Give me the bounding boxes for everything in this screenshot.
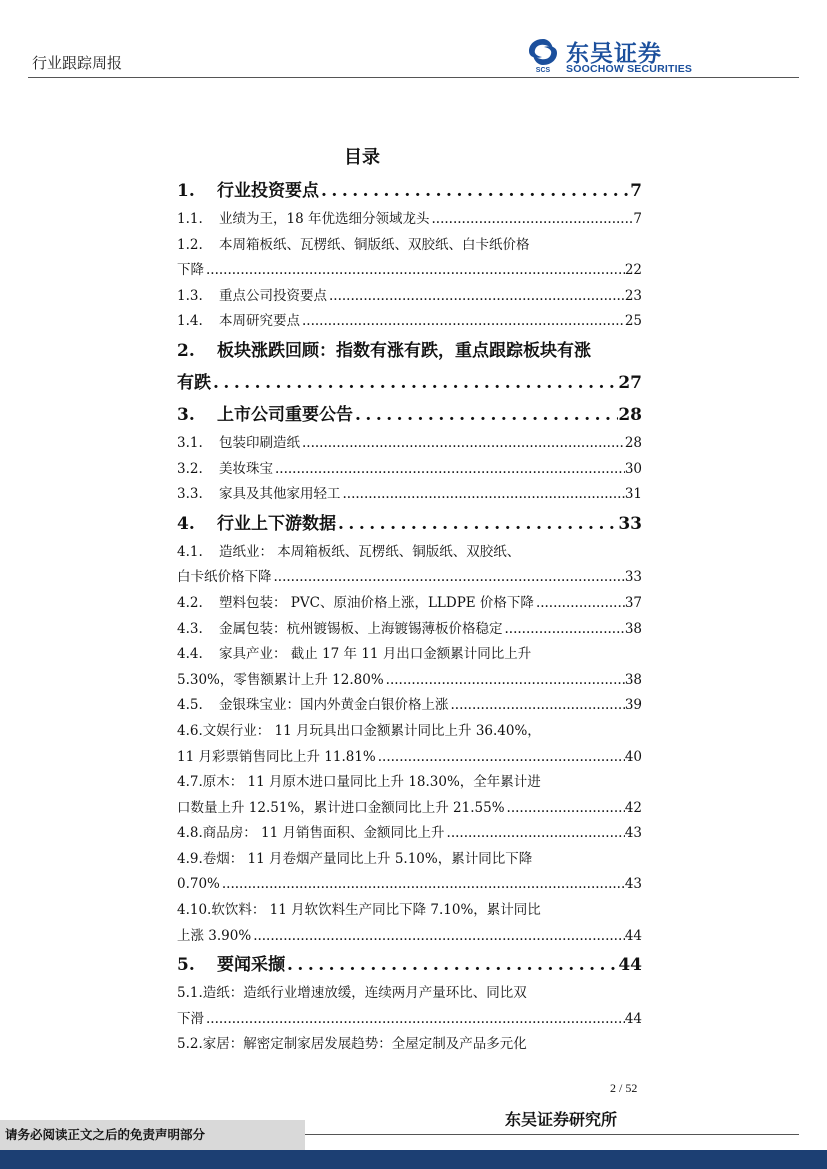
toc-entry-number: 1.4. [177,313,203,330]
toc-entry-text: 卷烟： 11 月卷烟产量同比上升 5.10%，累计同比下降 [202,850,533,867]
toc-entry[interactable] [177,898,642,949]
toc-dot-leader [285,949,618,981]
table-of-contents [177,175,642,1058]
toc-dot-leader [503,617,625,643]
toc-entry-page: 38 [624,620,642,637]
toc-entry-page: 25 [624,313,642,330]
toc-entry-text: 造纸业： 本周箱板纸、瓦楞纸、铜版纸、双胶纸、 [219,543,521,560]
toc-entry[interactable] [177,617,642,643]
toc-entry-line [177,175,642,207]
toc-entry-line [177,207,642,233]
toc-entry[interactable] [177,540,642,591]
toc-entry-page: 30 [624,460,642,477]
toc-entry-text: 口数量上升 12.51%，累计进口金额同比上升 21.55% [177,799,505,816]
toc-entry-number: 3.1. [177,434,203,451]
footer-institute: 东吴证券研究所 [505,1110,618,1129]
toc-dot-leader [300,309,625,335]
toc-entry[interactable] [177,981,642,1032]
toc-entry-line [177,719,642,745]
toc-entry-number: 4.4. [177,646,203,663]
toc-dot-leader [445,821,625,847]
toc-entry-number: 4.7. [177,774,203,791]
toc-entry-number: 4.8. [177,825,203,842]
logo-mark-text: SCS [535,67,551,73]
toc-entry-line [177,693,642,719]
toc-entry-line [177,898,642,924]
toc-entry-number: 4.5. [177,697,203,714]
toc-entry[interactable] [177,508,642,540]
toc-entry-page: 27 [618,372,642,393]
toc-entry[interactable] [177,457,642,483]
toc-entry-text: 下降 [177,262,204,279]
footer-bar [0,1150,827,1169]
toc-entry-number: 2. [177,340,195,361]
toc-dot-leader [211,367,618,399]
toc-entry-text: 本周研究要点 [219,313,300,330]
toc-entry[interactable] [177,770,642,821]
toc-entry-number: 4.3. [177,620,203,637]
toc-dot-leader [327,284,625,310]
toc-entry[interactable] [177,821,642,847]
toc-entry-text: 文娱行业： 11 月玩具出口金额累计同比上升 36.40%， [202,722,541,739]
toc-entry-number: 1. [177,181,195,201]
toc-entry[interactable] [177,847,642,898]
toc-entry-text: 要闻采撷 [217,955,285,976]
toc-entry[interactable] [177,431,642,457]
toc-entry[interactable] [177,693,642,719]
toc-entry-line [177,1032,642,1058]
toc-entry-text: 上涨 3.90% [177,927,252,944]
toc-entry-line [177,258,642,284]
toc-entry-page: 33 [624,569,642,586]
toc-entry-line [177,482,642,508]
toc-entry-number: 5.1. [177,985,203,1002]
toc-entry-line [177,540,642,566]
toc-entry-text: 白卡纸价格下降 [177,569,272,586]
header-divider [28,77,799,78]
toc-dot-leader [251,924,625,950]
toc-entry-number: 1.2. [177,236,203,253]
toc-entry-text: 美妆珠宝 [219,460,273,477]
toc-entry-line [177,309,642,335]
header-report-type: 行业跟踪周报 [32,54,123,72]
footer-divider [305,1134,799,1135]
toc-entry-line [177,872,642,898]
toc-entry-text: 5.30%，零售额累计上升 12.80% [177,671,384,688]
toc-entry-line [177,847,642,873]
toc-entry-number: 4.9. [177,850,203,867]
toc-entry-text: 软饮料： 11 月软饮料生产同比下降 7.10%，累计同比 [211,902,541,919]
toc-entry[interactable] [177,309,642,335]
page-number: 2 / 52 [610,1081,638,1095]
toc-entry-line [177,924,642,950]
toc-entry-number: 5.2. [177,1036,203,1053]
toc-entry[interactable] [177,233,642,284]
toc-entry[interactable] [177,642,642,693]
toc-entry-line [177,457,642,483]
logo [526,35,696,75]
toc-entry-line [177,770,642,796]
toc-entry[interactable] [177,175,642,207]
toc-entry-page: 23 [624,287,642,304]
toc-entry-page: 7 [630,181,642,201]
toc-entry-page: 43 [624,825,642,842]
toc-entry-text: 行业投资要点 [217,181,319,201]
toc-dot-leader [204,1007,625,1033]
toc-entry-number: 3.3. [177,486,203,503]
toc-entry-number: 4.1. [177,543,203,560]
disclaimer-notice: 请务必阅读正文之后的免责声明部分 [0,1120,305,1150]
toc-entry-text: 金银珠宝业：国内外黄金白银价格上涨 [219,697,449,714]
toc-entry-line [177,233,642,259]
toc-entry-text: 造纸：造纸行业增速放缓，连续两月产量环比、同比双 [202,985,527,1002]
toc-entry-text: 重点公司投资要点 [219,287,327,304]
toc-entry-text: 行业上下游数据 [217,513,336,534]
logo-english-name: SOOCHOW SECURITIES [566,63,693,75]
toc-entry-text: 上市公司重要公告 [217,404,353,425]
toc-entry-line [177,399,642,431]
toc-entry-page: 28 [624,434,642,451]
toc-entry[interactable] [177,719,642,770]
toc-dot-leader [273,457,625,483]
toc-entry-page: 37 [624,594,642,611]
toc-entry-page: 44 [618,955,642,976]
toc-title: 目录 [344,147,380,168]
toc-entry-text: 0.70% [177,876,220,893]
toc-entry-text: 有跌 [177,372,211,393]
toc-dot-leader [220,872,625,898]
toc-entry-line [177,431,642,457]
toc-entry-number: 1.1. [177,211,203,227]
toc-entry-line [177,642,642,668]
toc-entry-line [177,284,642,310]
toc-dot-leader [353,399,618,431]
toc-entry-page: 7 [633,211,642,227]
toc-dot-leader [376,745,625,771]
toc-entry-text: 下滑 [177,1010,204,1027]
toc-entry-page: 44 [624,1010,642,1027]
toc-dot-leader [300,431,625,457]
toc-entry[interactable] [177,284,642,310]
toc-entry-line [177,367,642,399]
toc-entry-number: 4.6. [177,722,203,739]
toc-entry-page: 40 [624,748,642,765]
toc-entry-text: 11 月彩票销售同比上升 11.81% [177,748,376,765]
logo-chinese-name: 东吴证券 [566,41,662,67]
toc-entry[interactable] [177,482,642,508]
toc-dot-leader [336,508,618,540]
toc-entry-page: 44 [624,927,642,944]
toc-entry-page: 43 [624,876,642,893]
toc-entry-page: 42 [624,799,642,816]
toc-entry-number: 1.3. [177,287,203,304]
toc-entry-number: 4. [177,513,195,534]
toc-entry-text: 商品房： 11 月销售面积、金额同比上升 [202,825,445,842]
toc-dot-leader [384,668,625,694]
toc-entry-line [177,821,642,847]
toc-entry-page: 39 [624,697,642,714]
toc-entry-page: 33 [618,513,642,534]
toc-entry-text: 包装印刷造纸 [219,434,300,451]
toc-entry-text: 家具产业： 截止 17 年 11 月出口金额累计同比上升 [219,646,532,663]
toc-entry-text: 板块涨跌回顾：指数有涨有跌，重点跟踪板块有涨 [217,340,591,361]
toc-dot-leader [341,482,625,508]
toc-entry-number: 4.2. [177,594,203,611]
toc-entry-page: 28 [618,404,642,425]
toc-dot-leader [449,693,625,719]
toc-entry-text: 家具及其他家用轻工 [219,486,341,503]
toc-dot-leader [272,565,625,591]
toc-entry-text: 金属包装：杭州镀锡板、上海镀锡薄板价格稳定 [219,620,503,637]
toc-entry[interactable] [177,335,642,399]
toc-entry-line [177,617,642,643]
toc-entry-page: 22 [624,262,642,279]
toc-entry-line [177,949,642,981]
toc-entry-line [177,981,642,1007]
soochow-logo-icon [526,37,560,73]
toc-entry-number: 3. [177,404,195,425]
toc-dot-leader [534,591,625,617]
toc-entry-text: 家居：解密定制家居发展趋势：全屋定制及产品多元化 [202,1036,527,1053]
toc-entry-line [177,745,642,771]
toc-entry-line [177,591,642,617]
toc-dot-leader [505,796,625,822]
toc-entry-number: 5. [177,955,195,976]
toc-entry-text: 本周箱板纸、瓦楞纸、铜版纸、双胶纸、白卡纸价格 [219,236,530,253]
toc-entry-text: 原木： 11 月原木进口量同比上升 18.30%，全年累计进 [202,774,541,791]
toc-entry[interactable] [177,949,642,981]
toc-entry-page: 38 [624,671,642,688]
toc-entry-number: 3.2. [177,460,203,477]
toc-entry-line [177,668,642,694]
toc-entry-page: 31 [624,486,642,503]
toc-entry[interactable] [177,207,642,233]
toc-entry-line [177,508,642,540]
toc-dot-leader [319,175,630,207]
toc-entry[interactable] [177,399,642,431]
toc-entry-text: 塑料包装： PVC、原油价格上涨，LLDPE 价格下降 [219,594,534,611]
toc-entry-line [177,1007,642,1033]
toc-entry[interactable] [177,591,642,617]
toc-entry-number: 4.10. [177,902,212,919]
toc-entry-line [177,335,642,367]
toc-entry-line [177,565,642,591]
toc-entry[interactable] [177,1032,642,1058]
toc-dot-leader [204,258,625,284]
toc-entry-line [177,796,642,822]
toc-dot-leader [429,207,633,233]
toc-entry-text: 业绩为王，18 年优选细分领域龙头 [219,211,430,227]
